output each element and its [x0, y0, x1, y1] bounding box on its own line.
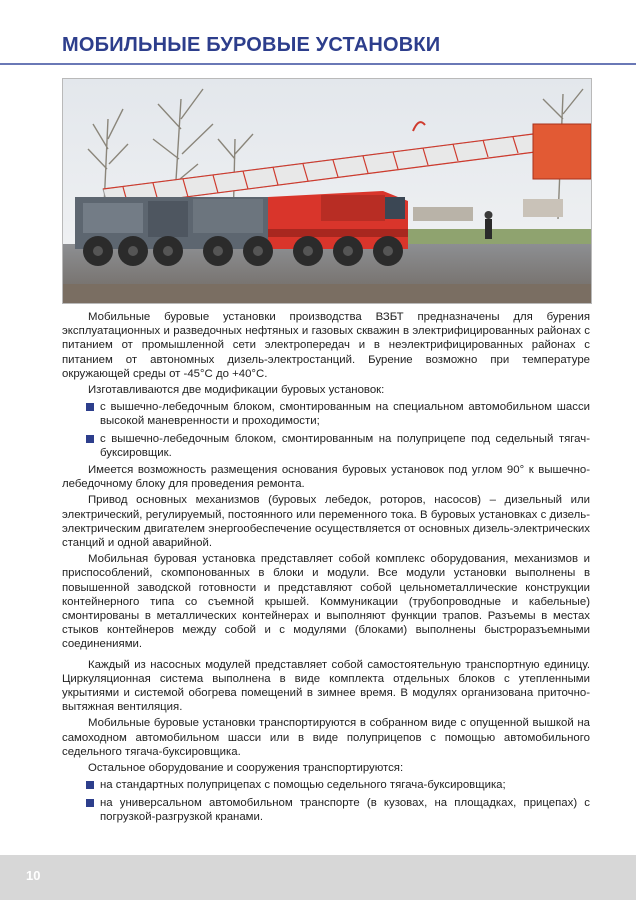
paragraph: Каждый из насосных модулей представляет собой самостоятельную транспортную единицу. Циркуляционная система выполнена в виде комплекта отдельных блоков с утепленными укрытиями и системой обогрева помещений в зимнее время. В модулях организована приточно-вытяжная вентиляция.	[62, 658, 590, 714]
modifications-list	[62, 400, 590, 460]
title-underline	[0, 63, 636, 65]
square-bullet-icon	[86, 435, 94, 443]
square-bullet-icon	[86, 781, 94, 789]
paragraph: Имеется возможность размещения основания буровых установок под углом 90° к вышечно-лебедочному блоку для проведения ремонта.	[62, 464, 590, 491]
paragraph: Привод основных механизмов (буровых лебедок, роторов, насосов) – дизельный или электрический, регулируемый, постоянного или переменного тока. В буровых установках с дизель-электрическим двигателем энергообеспечение осуществляется от основных дизель-электрических станций и одной аварийной.	[62, 494, 590, 550]
page-footer	[0, 855, 636, 900]
paragraph: Мобильные буровые установки производства ВЗБТ предназначены для бурения эксплуатационных и разведочных нефтяных и газовых скважин в электрифицированных районах с питанием от промышленной сети электропередач и в неэлектрифицированных районах с питанием от автономных дизель-электростанций. Бурение возможно при температуре окружающей среды от -45°С до +40°С.	[62, 311, 590, 380]
transport-list	[62, 778, 590, 824]
square-bullet-icon	[86, 799, 94, 807]
list-item: на стандартных полуприцепах с помощью седельного тягача-буксировщика;	[86, 778, 590, 792]
list-item: на универсальном автомобильном транспорте (в кузовах, на площадках, прицепах) с погрузкой-разгрузкой кранами.	[86, 796, 590, 824]
page-title: МОБИЛЬНЫЕ БУРОВЫЕ УСТАНОВКИ	[62, 34, 441, 56]
rig-photo	[62, 78, 592, 304]
paragraph: Остальное оборудование и сооружения транспортируются:	[88, 762, 404, 775]
list-item: с вышечно-лебедочным блоком, смонтированным на полуприцепе под седельный тягач-буксировщик.	[86, 432, 590, 460]
paragraph: Изготавливаются две модификации буровых установок:	[88, 384, 385, 397]
paragraph: Мобильная буровая установка представляет собой комплекс оборудования, механизмов и приспособлений, скомпонованных в блоки и модули. Все модули установки выполнены в повышенной заводской готовности и представляют собой цельнометаллические конструкции контейнерного типа со съемной крышей. Коммуникации (трубопроводные и кабельные) смонтированы в металлических контейнерах и выполняют функции трапов. Разъемы в местах стыков контейнеров между собой и с модулями (блоками) выполнены быстроразъемными соединениями.	[62, 553, 590, 651]
page-number: 10	[26, 868, 41, 883]
paragraph: Мобильные буровые установки транспортируются в собранном виде с опущенной вышкой на самоходном автомобильном шасси или в виде полуприцепов с помощью автомобильного седельного тягача-буксировщика.	[62, 717, 590, 758]
square-bullet-icon	[86, 403, 94, 411]
list-item: с вышечно-лебедочным блоком, смонтированным на специальном автомобильном шасси высокой маневренности и проходимости;	[86, 400, 590, 428]
body-text	[62, 310, 590, 827]
